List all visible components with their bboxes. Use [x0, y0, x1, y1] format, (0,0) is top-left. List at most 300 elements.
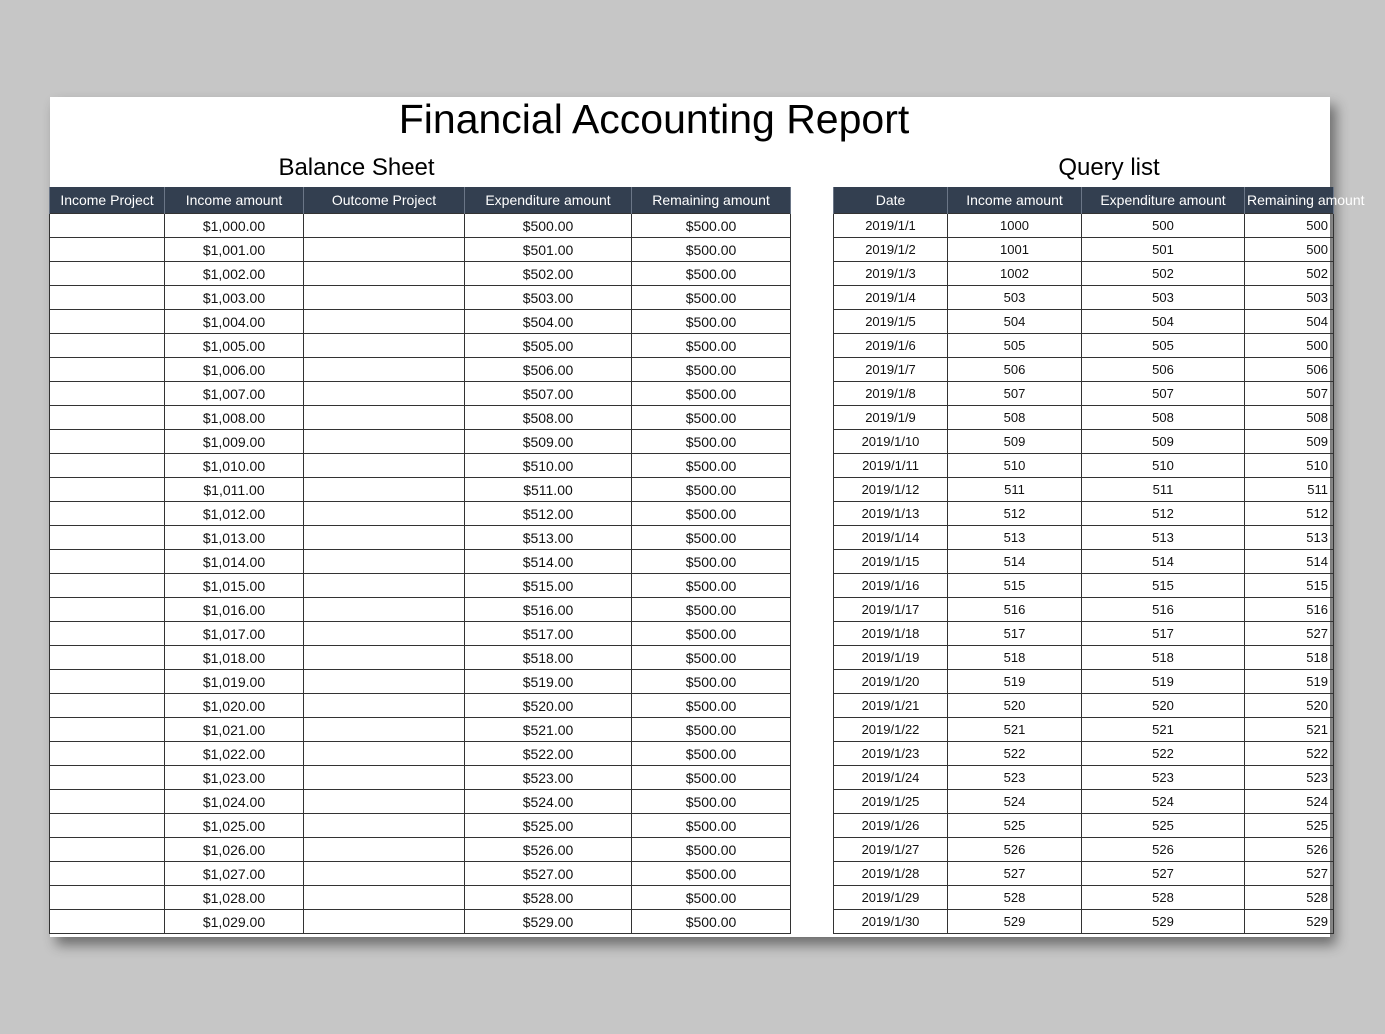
cell-income-project[interactable] [50, 862, 165, 886]
cell-expenditure-amount[interactable]: 507 [1082, 382, 1245, 406]
cell-income-amount[interactable]: 512 [948, 502, 1082, 526]
cell-income-amount[interactable]: $1,005.00 [165, 334, 304, 358]
cell-expenditure-amount[interactable]: $506.00 [465, 358, 632, 382]
cell-income-amount[interactable]: 522 [948, 742, 1082, 766]
cell-date[interactable]: 2019/1/6 [834, 334, 948, 358]
cell-remaining-amount[interactable]: 508 [1245, 406, 1334, 430]
cell-date[interactable]: 2019/1/4 [834, 286, 948, 310]
cell-outcome-project[interactable] [304, 766, 465, 790]
cell-outcome-project[interactable] [304, 862, 465, 886]
cell-income-amount[interactable]: 523 [948, 766, 1082, 790]
cell-date[interactable]: 2019/1/29 [834, 886, 948, 910]
cell-income-amount[interactable]: $1,009.00 [165, 430, 304, 454]
cell-income-amount[interactable]: 1001 [948, 238, 1082, 262]
cell-income-amount[interactable]: 521 [948, 718, 1082, 742]
cell-expenditure-amount[interactable]: $522.00 [465, 742, 632, 766]
cell-remaining-amount[interactable]: $500.00 [632, 814, 791, 838]
cell-income-amount[interactable]: $1,007.00 [165, 382, 304, 406]
cell-remaining-amount[interactable]: $500.00 [632, 646, 791, 670]
cell-income-amount[interactable]: $1,019.00 [165, 670, 304, 694]
cell-expenditure-amount[interactable]: $517.00 [465, 622, 632, 646]
cell-income-project[interactable] [50, 838, 165, 862]
cell-expenditure-amount[interactable]: 510 [1082, 454, 1245, 478]
cell-date[interactable]: 2019/1/13 [834, 502, 948, 526]
cell-date[interactable]: 2019/1/16 [834, 574, 948, 598]
query-list-title: Query list [1058, 154, 1160, 181]
cell-expenditure-amount[interactable]: $511.00 [465, 478, 632, 502]
cell-expenditure-amount[interactable]: $528.00 [465, 886, 632, 910]
cell-expenditure-amount[interactable]: 523 [1082, 766, 1245, 790]
table-row [834, 478, 1334, 502]
cell-outcome-project[interactable] [304, 574, 465, 598]
cell-income-amount[interactable]: 528 [948, 886, 1082, 910]
cell-remaining-amount[interactable]: 509 [1245, 430, 1334, 454]
cell-income-project[interactable] [50, 694, 165, 718]
cell-income-amount[interactable]: 504 [948, 310, 1082, 334]
cell-income-amount[interactable]: 1002 [948, 262, 1082, 286]
cell-remaining-amount[interactable]: $500.00 [632, 286, 791, 310]
cell-income-amount[interactable]: $1,016.00 [165, 598, 304, 622]
cell-outcome-project[interactable] [304, 886, 465, 910]
cell-outcome-project[interactable] [304, 598, 465, 622]
report-title: Financial Accounting Report [398, 96, 910, 142]
cell-outcome-project[interactable] [304, 334, 465, 358]
cell-expenditure-amount[interactable]: 506 [1082, 358, 1245, 382]
cell-income-project[interactable] [50, 286, 165, 310]
cell-outcome-project[interactable] [304, 790, 465, 814]
cell-income-project[interactable] [50, 502, 165, 526]
cell-income-amount[interactable]: $1,017.00 [165, 622, 304, 646]
cell-income-amount[interactable]: $1,020.00 [165, 694, 304, 718]
cell-income-amount[interactable]: $1,004.00 [165, 310, 304, 334]
cell-income-amount[interactable]: $1,002.00 [165, 262, 304, 286]
cell-expenditure-amount[interactable]: 520 [1082, 694, 1245, 718]
cell-expenditure-amount[interactable]: 526 [1082, 838, 1245, 862]
cell-outcome-project[interactable] [304, 694, 465, 718]
cell-income-amount[interactable]: 515 [948, 574, 1082, 598]
cell-date[interactable]: 2019/1/26 [834, 814, 948, 838]
cell-remaining-amount[interactable]: $500.00 [632, 670, 791, 694]
cell-income-project[interactable] [50, 550, 165, 574]
cell-income-project[interactable] [50, 238, 165, 262]
cell-income-project[interactable] [50, 886, 165, 910]
cell-expenditure-amount[interactable]: $526.00 [465, 838, 632, 862]
cell-expenditure-amount[interactable]: $519.00 [465, 670, 632, 694]
cell-income-project[interactable] [50, 646, 165, 670]
cell-remaining-amount[interactable]: 519 [1245, 670, 1334, 694]
cell-expenditure-amount[interactable]: $509.00 [465, 430, 632, 454]
table-row [50, 406, 791, 430]
cell-income-project[interactable] [50, 262, 165, 286]
cell-income-amount[interactable]: 506 [948, 358, 1082, 382]
cell-expenditure-amount[interactable]: 528 [1082, 886, 1245, 910]
column-header-date: Date [834, 187, 948, 214]
cell-remaining-amount[interactable]: 528 [1245, 886, 1334, 910]
cell-remaining-amount[interactable]: $500.00 [632, 622, 791, 646]
cell-remaining-amount[interactable]: $500.00 [632, 694, 791, 718]
cell-income-amount[interactable]: 526 [948, 838, 1082, 862]
cell-expenditure-amount[interactable]: 519 [1082, 670, 1245, 694]
cell-expenditure-amount[interactable]: $524.00 [465, 790, 632, 814]
table-row [834, 694, 1334, 718]
cell-income-amount[interactable]: $1,011.00 [165, 478, 304, 502]
cell-remaining-amount[interactable]: 521 [1245, 718, 1334, 742]
cell-expenditure-amount[interactable]: 518 [1082, 646, 1245, 670]
cell-remaining-amount[interactable]: 500 [1245, 214, 1334, 238]
table-row [834, 382, 1334, 406]
cell-expenditure-amount[interactable]: 505 [1082, 334, 1245, 358]
cell-date[interactable]: 2019/1/3 [834, 262, 948, 286]
cell-expenditure-amount[interactable]: $527.00 [465, 862, 632, 886]
cell-expenditure-amount[interactable]: 522 [1082, 742, 1245, 766]
cell-date[interactable]: 2019/1/8 [834, 382, 948, 406]
cell-expenditure-amount[interactable]: 514 [1082, 550, 1245, 574]
cell-expenditure-amount[interactable]: 525 [1082, 814, 1245, 838]
cell-date[interactable]: 2019/1/7 [834, 358, 948, 382]
cell-expenditure-amount[interactable]: $520.00 [465, 694, 632, 718]
cell-income-project[interactable] [50, 406, 165, 430]
query-list-header-row [834, 187, 1334, 214]
cell-income-amount[interactable]: $1,027.00 [165, 862, 304, 886]
cell-remaining-amount[interactable]: 527 [1245, 622, 1334, 646]
cell-expenditure-amount[interactable]: $501.00 [465, 238, 632, 262]
cell-income-amount[interactable]: 503 [948, 286, 1082, 310]
cell-remaining-amount[interactable]: 516 [1245, 598, 1334, 622]
cell-income-project[interactable] [50, 670, 165, 694]
cell-income-amount[interactable]: 516 [948, 598, 1082, 622]
cell-expenditure-amount[interactable]: $529.00 [465, 910, 632, 934]
cell-remaining-amount[interactable]: 513 [1245, 526, 1334, 550]
cell-date[interactable]: 2019/1/11 [834, 454, 948, 478]
cell-remaining-amount[interactable]: 510 [1245, 454, 1334, 478]
cell-remaining-amount[interactable]: 515 [1245, 574, 1334, 598]
cell-income-amount[interactable]: 508 [948, 406, 1082, 430]
cell-remaining-amount[interactable]: 522 [1245, 742, 1334, 766]
cell-income-amount[interactable]: 513 [948, 526, 1082, 550]
cell-income-amount[interactable]: 514 [948, 550, 1082, 574]
cell-expenditure-amount[interactable]: 521 [1082, 718, 1245, 742]
cell-expenditure-amount[interactable]: $516.00 [465, 598, 632, 622]
table-row [50, 670, 791, 694]
cell-remaining-amount[interactable]: 527 [1245, 862, 1334, 886]
cell-remaining-amount[interactable]: 520 [1245, 694, 1334, 718]
cell-expenditure-amount[interactable]: $523.00 [465, 766, 632, 790]
cell-outcome-project[interactable] [304, 814, 465, 838]
cell-income-amount[interactable]: 529 [948, 910, 1082, 934]
cell-income-amount[interactable]: $1,001.00 [165, 238, 304, 262]
cell-expenditure-amount[interactable]: 513 [1082, 526, 1245, 550]
cell-remaining-amount[interactable]: $500.00 [632, 382, 791, 406]
cell-remaining-amount[interactable]: 512 [1245, 502, 1334, 526]
cell-outcome-project[interactable] [304, 646, 465, 670]
cell-income-project[interactable] [50, 526, 165, 550]
table-row [834, 574, 1334, 598]
cell-remaining-amount[interactable]: $500.00 [632, 598, 791, 622]
cell-income-amount[interactable]: $1,018.00 [165, 646, 304, 670]
cell-remaining-amount[interactable]: $500.00 [632, 550, 791, 574]
table-row [50, 262, 791, 286]
table-row [834, 910, 1334, 934]
table-row [834, 214, 1334, 238]
cell-date[interactable]: 2019/1/21 [834, 694, 948, 718]
cell-expenditure-amount[interactable]: $521.00 [465, 718, 632, 742]
cell-remaining-amount[interactable]: $500.00 [632, 406, 791, 430]
cell-expenditure-amount[interactable]: 512 [1082, 502, 1245, 526]
cell-date[interactable]: 2019/1/27 [834, 838, 948, 862]
cell-remaining-amount[interactable]: 526 [1245, 838, 1334, 862]
cell-income-project[interactable] [50, 718, 165, 742]
cell-outcome-project[interactable] [304, 502, 465, 526]
cell-outcome-project[interactable] [304, 238, 465, 262]
cell-income-amount[interactable]: $1,022.00 [165, 742, 304, 766]
cell-expenditure-amount[interactable]: 517 [1082, 622, 1245, 646]
cell-outcome-project[interactable] [304, 358, 465, 382]
cell-outcome-project[interactable] [304, 718, 465, 742]
cell-expenditure-amount[interactable]: 529 [1082, 910, 1245, 934]
cell-expenditure-amount[interactable]: 511 [1082, 478, 1245, 502]
cell-income-project[interactable] [50, 214, 165, 238]
cell-remaining-amount[interactable]: 503 [1245, 286, 1334, 310]
cell-income-amount[interactable]: $1,028.00 [165, 886, 304, 910]
cell-remaining-amount[interactable]: $500.00 [632, 478, 791, 502]
cell-date[interactable]: 2019/1/22 [834, 718, 948, 742]
cell-remaining-amount[interactable]: $500.00 [632, 742, 791, 766]
cell-date[interactable]: 2019/1/12 [834, 478, 948, 502]
table-row [834, 742, 1334, 766]
cell-outcome-project[interactable] [304, 478, 465, 502]
cell-income-project[interactable] [50, 742, 165, 766]
cell-date[interactable]: 2019/1/15 [834, 550, 948, 574]
cell-date[interactable]: 2019/1/9 [834, 406, 948, 430]
cell-outcome-project[interactable] [304, 910, 465, 934]
cell-income-amount[interactable]: $1,013.00 [165, 526, 304, 550]
cell-date[interactable]: 2019/1/17 [834, 598, 948, 622]
cell-income-project[interactable] [50, 598, 165, 622]
cell-expenditure-amount[interactable]: $508.00 [465, 406, 632, 430]
cell-expenditure-amount[interactable]: $514.00 [465, 550, 632, 574]
cell-income-amount[interactable]: 518 [948, 646, 1082, 670]
cell-remaining-amount[interactable]: $500.00 [632, 838, 791, 862]
table-row [834, 454, 1334, 478]
cell-expenditure-amount[interactable]: 501 [1082, 238, 1245, 262]
cell-remaining-amount[interactable]: $500.00 [632, 430, 791, 454]
cell-expenditure-amount[interactable]: $513.00 [465, 526, 632, 550]
cell-expenditure-amount[interactable]: 503 [1082, 286, 1245, 310]
cell-remaining-amount[interactable]: $500.00 [632, 910, 791, 934]
column-header-income-project: Income Project [50, 187, 165, 214]
cell-income-amount[interactable]: $1,008.00 [165, 406, 304, 430]
cell-expenditure-amount[interactable]: $504.00 [465, 310, 632, 334]
cell-outcome-project[interactable] [304, 286, 465, 310]
cell-income-amount[interactable]: $1,025.00 [165, 814, 304, 838]
cell-income-project[interactable] [50, 310, 165, 334]
cell-outcome-project[interactable] [304, 838, 465, 862]
cell-expenditure-amount[interactable]: 500 [1082, 214, 1245, 238]
cell-income-amount[interactable]: 527 [948, 862, 1082, 886]
cell-remaining-amount[interactable]: $500.00 [632, 502, 791, 526]
cell-date[interactable]: 2019/1/5 [834, 310, 948, 334]
cell-income-project[interactable] [50, 766, 165, 790]
cell-remaining-amount[interactable]: $500.00 [632, 526, 791, 550]
cell-remaining-amount[interactable]: $500.00 [632, 862, 791, 886]
cell-income-amount[interactable]: $1,021.00 [165, 718, 304, 742]
cell-date[interactable]: 2019/1/28 [834, 862, 948, 886]
table-row [50, 358, 791, 382]
cell-outcome-project[interactable] [304, 670, 465, 694]
cell-income-amount[interactable]: 517 [948, 622, 1082, 646]
cell-income-project[interactable] [50, 358, 165, 382]
cell-income-amount[interactable]: $1,023.00 [165, 766, 304, 790]
cell-income-project[interactable] [50, 574, 165, 598]
cell-remaining-amount[interactable]: 507 [1245, 382, 1334, 406]
cell-income-project[interactable] [50, 910, 165, 934]
cell-income-project[interactable] [50, 334, 165, 358]
cell-remaining-amount[interactable]: 518 [1245, 646, 1334, 670]
cell-remaining-amount[interactable]: 523 [1245, 766, 1334, 790]
cell-date[interactable]: 2019/1/24 [834, 766, 948, 790]
cell-expenditure-amount[interactable]: $507.00 [465, 382, 632, 406]
cell-expenditure-amount[interactable]: $505.00 [465, 334, 632, 358]
cell-remaining-amount[interactable]: 511 [1245, 478, 1334, 502]
table-row [834, 286, 1334, 310]
cell-expenditure-amount[interactable]: $502.00 [465, 262, 632, 286]
cell-expenditure-amount[interactable]: $515.00 [465, 574, 632, 598]
cell-income-amount[interactable]: 511 [948, 478, 1082, 502]
cell-outcome-project[interactable] [304, 214, 465, 238]
column-header-outcome-project: Outcome Project [304, 187, 465, 214]
cell-date[interactable]: 2019/1/2 [834, 238, 948, 262]
cell-income-project[interactable] [50, 454, 165, 478]
cell-remaining-amount[interactable]: $500.00 [632, 214, 791, 238]
cell-outcome-project[interactable] [304, 742, 465, 766]
cell-expenditure-amount[interactable]: 509 [1082, 430, 1245, 454]
cell-remaining-amount[interactable]: $500.00 [632, 262, 791, 286]
table-row [50, 382, 791, 406]
cell-income-project[interactable] [50, 622, 165, 646]
cell-income-amount[interactable]: 1000 [948, 214, 1082, 238]
table-row [50, 814, 791, 838]
cell-income-amount[interactable]: 509 [948, 430, 1082, 454]
cell-income-amount[interactable]: $1,026.00 [165, 838, 304, 862]
cell-remaining-amount[interactable]: 500 [1245, 238, 1334, 262]
cell-income-amount[interactable]: $1,024.00 [165, 790, 304, 814]
table-row [834, 886, 1334, 910]
table-row [50, 790, 791, 814]
cell-expenditure-amount[interactable]: $512.00 [465, 502, 632, 526]
column-header-income-amount: Income amount [165, 187, 304, 214]
cell-expenditure-amount[interactable]: 502 [1082, 262, 1245, 286]
cell-date[interactable]: 2019/1/14 [834, 526, 948, 550]
cell-income-amount[interactable]: 524 [948, 790, 1082, 814]
cell-income-amount[interactable]: $1,014.00 [165, 550, 304, 574]
cell-remaining-amount[interactable]: $500.00 [632, 334, 791, 358]
cell-date[interactable]: 2019/1/23 [834, 742, 948, 766]
cell-date[interactable]: 2019/1/25 [834, 790, 948, 814]
cell-income-amount[interactable]: 510 [948, 454, 1082, 478]
cell-date[interactable]: 2019/1/30 [834, 910, 948, 934]
cell-remaining-amount[interactable]: 502 [1245, 262, 1334, 286]
query-list-table [833, 187, 1365, 934]
cell-outcome-project[interactable] [304, 406, 465, 430]
cell-expenditure-amount[interactable]: $500.00 [465, 214, 632, 238]
cell-outcome-project[interactable] [304, 550, 465, 574]
cell-remaining-amount[interactable]: $500.00 [632, 790, 791, 814]
cell-outcome-project[interactable] [304, 526, 465, 550]
cell-remaining-amount[interactable]: 514 [1245, 550, 1334, 574]
cell-date[interactable]: 2019/1/20 [834, 670, 948, 694]
cell-date[interactable]: 2019/1/10 [834, 430, 948, 454]
column-header-expenditure-amount: Expenditure amount [1082, 187, 1245, 214]
cell-remaining-amount[interactable]: $500.00 [632, 358, 791, 382]
cell-income-amount[interactable]: $1,000.00 [165, 214, 304, 238]
cell-income-amount[interactable]: 519 [948, 670, 1082, 694]
table-row [834, 862, 1334, 886]
cell-income-amount[interactable]: 525 [948, 814, 1082, 838]
cell-date[interactable]: 2019/1/19 [834, 646, 948, 670]
cell-expenditure-amount[interactable]: 524 [1082, 790, 1245, 814]
cell-remaining-amount[interactable]: $500.00 [632, 454, 791, 478]
cell-date[interactable]: 2019/1/1 [834, 214, 948, 238]
table-row [50, 862, 791, 886]
cell-income-project[interactable] [50, 430, 165, 454]
cell-income-project[interactable] [50, 478, 165, 502]
cell-expenditure-amount[interactable]: $525.00 [465, 814, 632, 838]
cell-remaining-amount[interactable]: $500.00 [632, 238, 791, 262]
cell-income-amount[interactable]: 520 [948, 694, 1082, 718]
cell-remaining-amount[interactable]: $500.00 [632, 886, 791, 910]
cell-remaining-amount[interactable]: 529 [1245, 910, 1334, 934]
cell-expenditure-amount[interactable]: 504 [1082, 310, 1245, 334]
cell-remaining-amount[interactable]: $500.00 [632, 766, 791, 790]
cell-remaining-amount[interactable]: 525 [1245, 814, 1334, 838]
cell-outcome-project[interactable] [304, 454, 465, 478]
cell-income-amount[interactable]: 507 [948, 382, 1082, 406]
table-row [50, 886, 791, 910]
cell-expenditure-amount[interactable]: $503.00 [465, 286, 632, 310]
cell-expenditure-amount[interactable]: 508 [1082, 406, 1245, 430]
cell-income-amount[interactable]: $1,010.00 [165, 454, 304, 478]
cell-income-project[interactable] [50, 814, 165, 838]
cell-remaining-amount[interactable]: 506 [1245, 358, 1334, 382]
cell-remaining-amount[interactable]: $500.00 [632, 310, 791, 334]
cell-expenditure-amount[interactable]: 515 [1082, 574, 1245, 598]
cell-outcome-project[interactable] [304, 262, 465, 286]
cell-income-amount[interactable]: $1,015.00 [165, 574, 304, 598]
cell-income-project[interactable] [50, 790, 165, 814]
cell-income-amount[interactable]: $1,029.00 [165, 910, 304, 934]
cell-expenditure-amount[interactable]: $510.00 [465, 454, 632, 478]
cell-remaining-amount[interactable]: 524 [1245, 790, 1334, 814]
cell-expenditure-amount[interactable]: 527 [1082, 862, 1245, 886]
cell-income-amount[interactable]: $1,003.00 [165, 286, 304, 310]
cell-expenditure-amount[interactable]: $518.00 [465, 646, 632, 670]
table-row [50, 622, 791, 646]
cell-remaining-amount[interactable]: 504 [1245, 310, 1334, 334]
cell-income-project[interactable] [50, 382, 165, 406]
cell-outcome-project[interactable] [304, 430, 465, 454]
cell-income-amount[interactable]: $1,006.00 [165, 358, 304, 382]
cell-income-amount[interactable]: 505 [948, 334, 1082, 358]
cell-remaining-amount[interactable]: $500.00 [632, 574, 791, 598]
cell-date[interactable]: 2019/1/18 [834, 622, 948, 646]
cell-expenditure-amount[interactable]: 516 [1082, 598, 1245, 622]
cell-outcome-project[interactable] [304, 310, 465, 334]
cell-outcome-project[interactable] [304, 622, 465, 646]
cell-outcome-project[interactable] [304, 382, 465, 406]
cell-remaining-amount[interactable]: 500 [1245, 334, 1334, 358]
cell-income-amount[interactable]: $1,012.00 [165, 502, 304, 526]
cell-remaining-amount[interactable]: $500.00 [632, 718, 791, 742]
